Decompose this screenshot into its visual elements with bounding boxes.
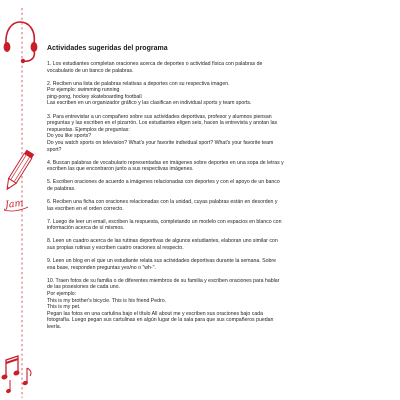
pencil-word: Jam — [4, 197, 25, 211]
activity-text-line: escriben las que encontraron junto a sus respectivas imágenes. — [47, 166, 194, 173]
activity-text-line: Por ejemplo: — [47, 290, 77, 297]
activity-text-line: 10. Traen fotos de su familia o de diferentes miembros de su familia y escriben oraciones para hablar — [47, 277, 280, 284]
activity-item — [47, 81, 390, 107]
activity-item — [47, 114, 390, 154]
activity-text-line: 3. Para entrevistar a un compañero sobre sus actividades deportivas, profesor y alumnos piensan — [47, 113, 272, 120]
activity-item — [47, 160, 390, 173]
activity-text-line: This is my brother's bicycle. This is his friend Pedro. — [47, 297, 167, 304]
activity-text-line: This is my pet. — [47, 304, 81, 311]
headphones-icon — [4, 22, 36, 62]
activity-text-line: respuestas. Ejemplos de preguntas: — [47, 126, 130, 133]
activity-text-line: esa base, responden preguntas yes/no o "wh-". — [47, 264, 156, 271]
activity-text-line: 4. Buscan palabras de vocabulario representadas en imágenes sobre deportes en una sopa de letras y — [47, 159, 284, 166]
activity-text-line: 2. Reciben una lista de palabras relativas a deportes con su respectiva imagen. — [47, 80, 230, 87]
music-notes-icon — [1, 356, 31, 393]
activity-item — [47, 278, 390, 331]
activity-item — [47, 258, 390, 271]
activity-text-line: preguntas y las escriben en el pizarrón. Los estudiantes eligen seis, hacen la entrevista y anotan las — [47, 120, 278, 127]
activity-text-line: vocabulario de un banco de palabras. — [47, 67, 134, 74]
activity-text-line: Pegan las fotos en una cartulina bajo el título All about me y escriben sus oraciones bajo cada — [47, 310, 263, 317]
activity-text-line: Do you watch sports on television? What's your favorite individual sport? What's your favorite team — [47, 139, 274, 146]
activity-item — [47, 199, 390, 212]
activity-text-line: información acerca de sí mismos. — [47, 225, 125, 232]
activity-text-line: Las escriben en un organizador gráfico y las clasifican en individual sports y team sports. — [47, 100, 252, 107]
pencil-scribble — [4, 207, 28, 211]
activity-text-line: fotografía. Luego pegan sus cartulinas en algún lugar de la sala para que sus compañeros puedan — [47, 317, 274, 324]
activity-item — [47, 238, 390, 251]
activity-text-line: 5. Escriben oraciones de acuerdo a imágenes relacionadas con deportes y con el apoyo de un banco — [47, 179, 280, 186]
activity-text-line: 9. Leen un blog en el que un estudiante relata sus actividades deportivas durante la semana. Sobre — [47, 258, 276, 265]
activity-text-line: Do you like sports? — [47, 133, 92, 140]
activity-item — [47, 179, 390, 192]
activity-text-line: sus propias rutinas y escriben cuatro oraciones al respecto. — [47, 244, 184, 251]
activity-list — [47, 61, 390, 331]
document-title: Actividades sugeridas del programa — [47, 45, 168, 52]
pencil-icon — [3, 150, 34, 192]
activity-item — [47, 219, 390, 232]
activity-text-line: las escriben en el orden correcto. — [47, 205, 124, 212]
activity-text-line: de las posesiones de cada uno. — [47, 284, 120, 291]
document-body — [47, 44, 390, 337]
activity-text-line: sport? — [47, 146, 62, 153]
activity-text-line: Por ejemplo: swimming running — [47, 87, 120, 94]
activity-text-line: leerla. — [47, 323, 62, 330]
activity-text-line: ping-pong, hockey skateboarding football — [47, 93, 142, 100]
activity-text-line: de palabras. — [47, 185, 76, 192]
activity-text-line: 6. Reciben una ficha con oraciones relacionadas con la unidad, cuyas palabras están en desorden y — [47, 199, 278, 205]
activity-text-line: 1. Los estudiantes completan oraciones acerca de deportes o actividad física con palabras de — [47, 61, 263, 67]
activity-item — [47, 61, 390, 74]
activity-text-line: 8. Leen un cuadro acerca de las rutinas deportivas de algunos estudiantes, elaboran uno similar con — [47, 238, 278, 245]
activity-text-line: 7. Luego de leer un email, escriben la respuesta, completando un modelo con espacios en blanco con — [47, 218, 282, 225]
